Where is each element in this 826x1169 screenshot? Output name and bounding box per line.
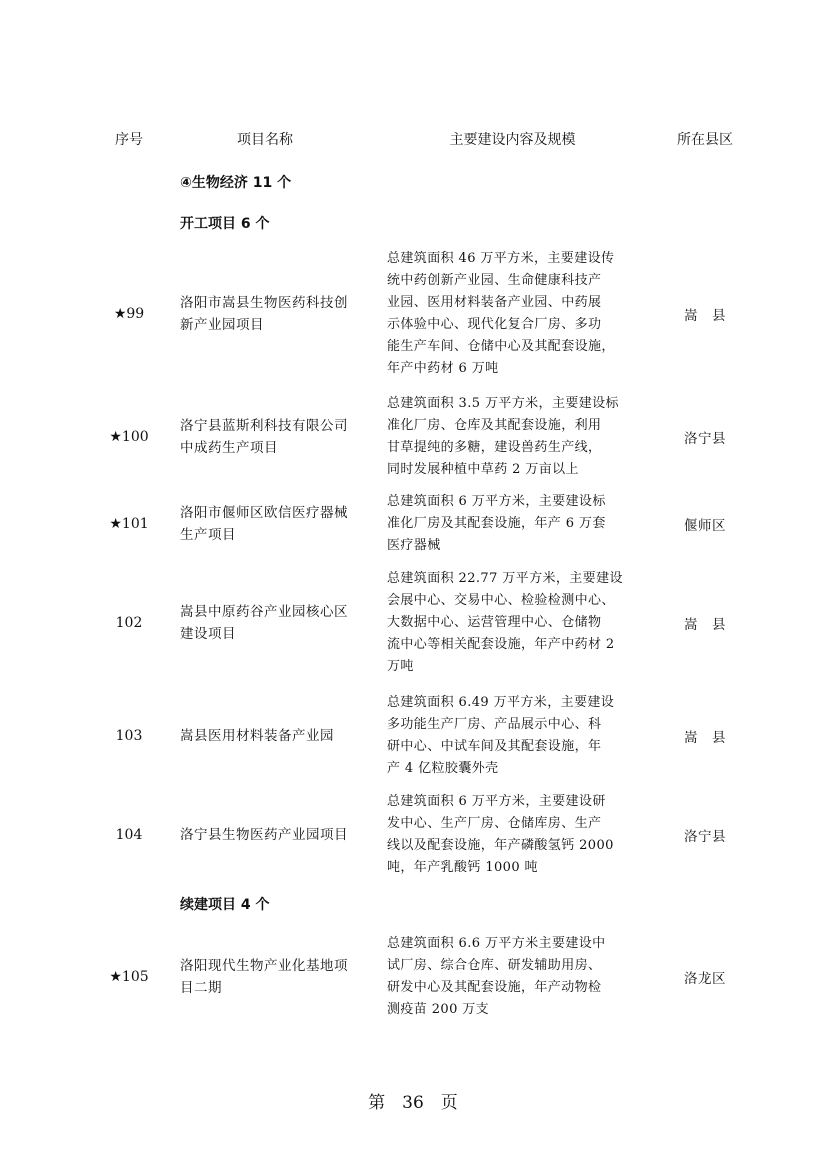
- row-county-district: 嵩 县: [684, 730, 726, 746]
- row-serial-number: 104: [115, 827, 143, 843]
- table-row: [0, 692, 826, 780]
- row-description: [387, 692, 641, 780]
- row-county-district: 偃师区: [684, 518, 726, 534]
- row-serial-number: ★105: [109, 969, 149, 985]
- header-content-scale: 主要建设内容及规模: [449, 132, 576, 148]
- row-project-name: 洛阳市偃师区欧信医疗器械生产项目: [180, 505, 348, 543]
- description-line: 大数据中心、运营管理中心、仓储物: [387, 615, 602, 630]
- row-serial-number: 102: [115, 615, 143, 631]
- description-line: 研中心、中试车间及其配套设施，年: [387, 739, 602, 754]
- description-line: 产 4 亿粒胶囊外壳: [387, 761, 499, 776]
- row-description: [387, 393, 641, 481]
- table-row: [0, 248, 826, 380]
- description-line: 总建筑面积 6.6 万平方米主要建设中: [387, 936, 606, 951]
- description-line: 能生产车间、仓储中心及其配套设施，: [387, 339, 615, 354]
- description-line: 会展中心、交易中心、检验检测中心、: [387, 593, 615, 608]
- table-row: [0, 393, 826, 481]
- section-category-title: ④生物经济 11 个: [180, 175, 292, 191]
- description-line: 甘草提纯的多糖，建设兽药生产线，: [387, 440, 602, 455]
- row-project-name: 洛宁县生物医药产业园项目: [180, 827, 348, 843]
- row-project-name: 洛宁县蓝斯利科技有限公司中成药生产项目: [180, 418, 348, 456]
- description-line: 总建筑面积 22.77 万平方米，主要建设: [387, 571, 623, 586]
- description-line: 线以及配套设施，年产磷酸氢钙 2000: [387, 838, 614, 853]
- description-line: 流中心等相关配套设施，年产中药材 2: [387, 637, 615, 652]
- description-line: 总建筑面积 6 万平方米，主要建设研: [387, 794, 606, 809]
- description-line: 吨，年产乳酸钙 1000 吨: [387, 860, 538, 875]
- description-line: 医疗器械: [387, 538, 441, 553]
- row-county-district: 嵩 县: [684, 308, 726, 324]
- row-description: [387, 933, 641, 1021]
- table-row: [0, 568, 826, 678]
- description-line: 年产中药材 6 万吨: [387, 361, 499, 376]
- row-county-district: 洛龙区: [684, 971, 726, 987]
- row-county-district: 洛宁县: [684, 829, 726, 845]
- page-number: 第 36 页: [368, 1093, 458, 1113]
- description-line: 万吨: [387, 659, 414, 674]
- description-line: 多功能生产厂房、产品展示中心、科: [387, 717, 602, 732]
- row-description: [387, 791, 641, 879]
- row-serial-number: ★100: [109, 429, 149, 445]
- description-line: 测疫苗 200 万支: [387, 1002, 490, 1017]
- table-row: [0, 491, 826, 557]
- description-line: 统中药创新产业园、生命健康科技产: [387, 273, 602, 288]
- description-line: 总建筑面积 6 万平方米，主要建设标: [387, 494, 606, 509]
- row-project-name: 嵩县医用材料装备产业园: [180, 728, 334, 744]
- header-county-district: 所在县区: [677, 132, 733, 148]
- row-serial-number: 103: [115, 728, 143, 744]
- row-county-district: 洛宁县: [684, 431, 726, 447]
- row-project-name: 洛阳现代生物产业化基地项目二期: [180, 958, 348, 996]
- description-line: 准化厂房、仓库及其配套设施，利用: [387, 418, 602, 433]
- description-line: 业园、医用材料装备产业园、中药展: [387, 295, 602, 310]
- row-description: [387, 248, 641, 380]
- description-line: 同时发展种植中草药 2 万亩以上: [387, 462, 579, 477]
- description-line: 发中心、生产厂房、仓储库房、生产: [387, 816, 602, 831]
- row-description: [387, 568, 641, 678]
- row-serial-number: ★99: [113, 306, 145, 322]
- description-line: 准化厂房及其配套设施，年产 6 万套: [387, 516, 606, 531]
- row-county-district: 嵩 县: [684, 617, 726, 633]
- section-started-projects: 开工项目 6 个: [180, 216, 270, 232]
- row-project-name: 嵩县中原药谷产业园核心区建设项目: [180, 604, 348, 642]
- table-row: [0, 933, 826, 1021]
- header-project-name: 项目名称: [237, 132, 293, 148]
- row-description: [387, 491, 641, 557]
- description-line: 试厂房、综合仓库、研发辅助用房、: [387, 958, 602, 973]
- row-project-name: 洛阳市嵩县生物医药科技创新产业园项目: [180, 295, 348, 333]
- description-line: 总建筑面积 46 万平方米，主要建设传: [387, 251, 615, 266]
- section-continued-projects: 续建项目 4 个: [180, 897, 270, 913]
- description-line: 示体验中心、现代化复合厂房、多功: [387, 317, 602, 332]
- description-line: 总建筑面积 6.49 万平方米，主要建设: [387, 695, 615, 710]
- table-row: [0, 791, 826, 879]
- description-line: 总建筑面积 3.5 万平方米，主要建设标: [387, 396, 619, 411]
- description-line: 研发中心及其配套设施，年产动物检: [387, 980, 602, 995]
- row-serial-number: ★101: [109, 516, 149, 532]
- header-serial-number: 序号: [115, 132, 143, 148]
